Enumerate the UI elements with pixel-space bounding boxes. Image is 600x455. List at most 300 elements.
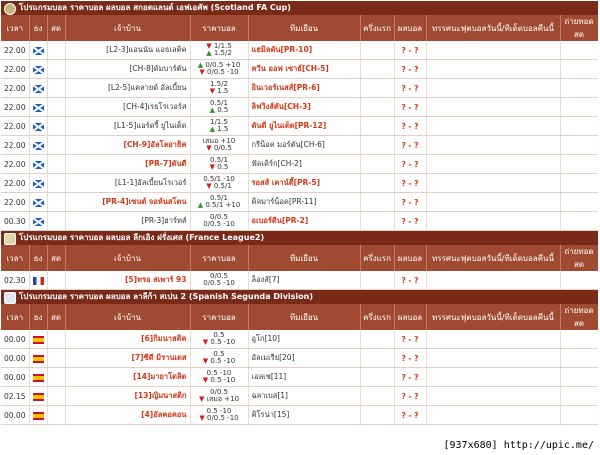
match-row: [1, 41, 598, 60]
odds-value: 0.5: [213, 350, 225, 358]
live-cell: [47, 60, 65, 79]
away-team[interactable]: ล็องส์[7]: [248, 271, 360, 290]
column-header: ทรรศนะฟุตบอลวันนี้/ทีเด็ดบอลคืนนี้: [426, 245, 560, 271]
odds-cell: [190, 349, 248, 368]
home-team[interactable]: [PR-3]ฮาร์ทส์: [65, 212, 190, 231]
odds-stack: [191, 408, 248, 422]
odds-cell: [190, 174, 248, 193]
live-cell: [47, 155, 65, 174]
live-tv-cell: [560, 79, 598, 98]
arrow-up-icon: ▲: [197, 201, 206, 209]
score-cell: ? - ?: [394, 368, 426, 387]
home-team[interactable]: [L1-1]อัลเบี้ยนโรเวอร์: [65, 174, 190, 193]
odds-line: [191, 396, 248, 403]
half-time-cell: [360, 136, 394, 155]
column-header: ผลบอล: [394, 304, 426, 330]
column-header: ราคาบอล: [190, 245, 248, 271]
fixtures-table-france: [1, 245, 598, 290]
score-cell: ? - ?: [394, 98, 426, 117]
column-header: ครึ่งแรก: [360, 15, 394, 41]
flag-cell: [29, 174, 47, 193]
odds-stack: [191, 43, 248, 57]
live-tv-cell: [560, 271, 598, 290]
arrow-up-icon: ▲: [197, 61, 206, 69]
odds-value: 1/1.5: [213, 42, 232, 50]
away-team[interactable]: ดันดี ยูไนเต็ด[PR-12]: [248, 117, 360, 136]
home-team[interactable]: [13]ญิมนาสติก: [65, 387, 190, 406]
odds-value: 1.5/2: [213, 49, 232, 57]
flag-cell: [29, 387, 47, 406]
home-team[interactable]: [CH-4]เรธโรเวอร์ส: [65, 98, 190, 117]
live-tv-cell: [560, 60, 598, 79]
live-cell: [47, 136, 65, 155]
odds-value: เสมอ +10: [202, 137, 236, 145]
match-row: [1, 330, 598, 349]
arrow-down-icon: ▼: [199, 414, 207, 422]
match-time: 22.00: [1, 117, 29, 136]
away-team[interactable]: ฉลาเบส[1]: [248, 387, 360, 406]
odds-value: 1/1.5: [210, 118, 228, 126]
country-flag-icon: [33, 66, 44, 74]
half-time-cell: [360, 368, 394, 387]
prediction-cell: [426, 387, 560, 406]
league-logo-icon: [4, 292, 16, 304]
live-tv-cell: [560, 387, 598, 406]
flag-cell: [29, 271, 47, 290]
half-time-cell: [360, 387, 394, 406]
prediction-cell: [426, 271, 560, 290]
flag-cell: [29, 136, 47, 155]
column-header: ครึ่งแรก: [360, 245, 394, 271]
score-cell: ? - ?: [394, 193, 426, 212]
odds-value: 0.5/1 +10: [205, 201, 241, 209]
away-team[interactable]: คิลมาร์น็อค[PR-11]: [248, 193, 360, 212]
match-row: [1, 387, 598, 406]
match-time: 00.00: [1, 406, 29, 425]
match-time: 22.00: [1, 60, 29, 79]
odds-value: 0/0.5 -10: [203, 279, 235, 287]
prediction-cell: [426, 98, 560, 117]
odds-line: [191, 415, 248, 422]
live-cell: [47, 41, 65, 60]
odds-value: 0/0.5 +10: [205, 61, 241, 69]
odds-value: 0.5 -10: [210, 338, 236, 346]
half-time-cell: [360, 271, 394, 290]
match-row: [1, 117, 598, 136]
country-flag-icon: [33, 161, 44, 169]
odds-value: 0/0.5: [210, 388, 228, 396]
column-header: ธง: [29, 304, 47, 330]
home-team[interactable]: [L1-5]แอร์ดรี้ ยูไนเต็ด: [65, 117, 190, 136]
match-time: 22.00: [1, 193, 29, 212]
live-tv-cell: [560, 368, 598, 387]
column-header: ราคาบอล: [190, 15, 248, 41]
match-row: [1, 271, 598, 290]
half-time-cell: [360, 330, 394, 349]
flag-cell: [29, 155, 47, 174]
away-team[interactable]: คิโรน่า[15]: [248, 406, 360, 425]
odds-cell: [190, 98, 248, 117]
match-row: [1, 193, 598, 212]
flag-cell: [29, 368, 47, 387]
country-flag-icon: [33, 393, 44, 401]
match-time: 22.00: [1, 174, 29, 193]
country-flag-icon: [33, 336, 44, 344]
column-header: ผลบอล: [394, 15, 426, 41]
odds-value: 0.5: [213, 331, 225, 339]
score-cell: ? - ?: [394, 41, 426, 60]
prediction-cell: [426, 174, 560, 193]
half-time-cell: [360, 193, 394, 212]
country-flag-icon: [33, 47, 44, 55]
live-cell: [47, 79, 65, 98]
section-title-spain: โปรแกรมบอล ราคาบอล ผลบอล ลาลีก้า สเปน 2 (Spanish Segunda Division): [1, 290, 598, 304]
country-flag-icon: [33, 277, 44, 285]
match-row: [1, 155, 598, 174]
live-tv-cell: [560, 41, 598, 60]
prediction-cell: [426, 60, 560, 79]
match-time: 00.00: [1, 368, 29, 387]
odds-value: 0.5: [217, 163, 229, 171]
odds-line: [191, 145, 248, 152]
live-tv-cell: [560, 349, 598, 368]
country-flag-icon: [33, 180, 44, 188]
away-team[interactable]: ลิฟวิงส์ตัน[CH-3]: [248, 98, 360, 117]
away-team[interactable]: ควีน ออฟ เซาธ์[CH-5]: [248, 60, 360, 79]
odds-value: 0.5 -10: [210, 376, 236, 384]
score-cell: ? - ?: [394, 117, 426, 136]
column-header: ธง: [29, 245, 47, 271]
column-header: ครึ่งแรก: [360, 304, 394, 330]
live-tv-cell: [560, 174, 598, 193]
score-cell: ? - ?: [394, 330, 426, 349]
column-header: ทรรศนะฟุตบอลวันนี้/ทีเด็ดบอลคืนนี้: [426, 304, 560, 330]
away-team[interactable]: ฟัลเคิร์ก[CH-2]: [248, 155, 360, 174]
live-tv-cell: [560, 406, 598, 425]
flag-cell: [29, 330, 47, 349]
arrow-down-icon: ▼: [202, 357, 211, 365]
home-team[interactable]: [14]มายาโดลิด: [65, 368, 190, 387]
live-cell: [47, 193, 65, 212]
prediction-cell: [426, 79, 560, 98]
column-header: เจ้าบ้าน: [65, 245, 190, 271]
live-tv-cell: [560, 136, 598, 155]
odds-value: 0/0.5 -10: [207, 68, 239, 76]
match-time: 00.00: [1, 330, 29, 349]
league-logo-icon: [4, 233, 16, 245]
flag-cell: [29, 79, 47, 98]
odds-value: เสมอ +10: [206, 395, 240, 403]
flag-cell: [29, 193, 47, 212]
odds-value: 0.5 -10: [206, 369, 232, 377]
odds-value: 0.5/1 -10: [203, 175, 235, 183]
column-header: สด: [47, 245, 65, 271]
match-row: [1, 212, 598, 231]
odds-line: [191, 221, 248, 228]
match-row: [1, 98, 598, 117]
match-time: 02.30: [1, 271, 29, 290]
live-tv-cell: [560, 117, 598, 136]
home-team[interactable]: [7]ซีดี มิรานเดส: [65, 349, 190, 368]
score-cell: ? - ?: [394, 212, 426, 231]
odds-value: 0.5/1: [210, 99, 228, 107]
match-row: [1, 349, 598, 368]
prediction-cell: [426, 155, 560, 174]
flag-cell: [29, 406, 47, 425]
odds-line: [191, 126, 248, 133]
column-header: ทีมเยือน: [248, 304, 360, 330]
odds-line: [191, 183, 248, 190]
odds-line: [191, 202, 248, 209]
live-tv-cell: [560, 193, 598, 212]
home-team[interactable]: [CH-9]อัลโลอาธิค: [65, 136, 190, 155]
away-team[interactable]: กรีน็อค มอร์ตัน[CH-6]: [248, 136, 360, 155]
flag-cell: [29, 98, 47, 117]
odds-cell: [190, 368, 248, 387]
odds-value: 0/0.5: [210, 213, 228, 221]
column-header: ถ่ายทอดสด: [560, 15, 598, 41]
column-header: เวลา: [1, 245, 29, 271]
half-time-cell: [360, 212, 394, 231]
country-flag-icon: [33, 218, 44, 226]
odds-cell: [190, 155, 248, 174]
match-row: [1, 136, 598, 155]
odds-cell: [190, 117, 248, 136]
arrow-up-icon: ▲: [209, 125, 218, 133]
odds-cell: [190, 60, 248, 79]
odds-line: [191, 107, 248, 114]
odds-value: 0/0.5: [213, 144, 232, 152]
arrow-down-icon: ▼: [209, 163, 218, 171]
half-time-cell: [360, 174, 394, 193]
odds-cell: [190, 79, 248, 98]
half-time-cell: [360, 406, 394, 425]
odds-stack: [191, 214, 248, 228]
live-cell: [47, 387, 65, 406]
score-cell: ? - ?: [394, 174, 426, 193]
country-flag-icon: [33, 374, 44, 382]
odds-stack: [191, 119, 248, 133]
match-row: [1, 368, 598, 387]
away-team[interactable]: อเบอร์ดีน[PR-2]: [248, 212, 360, 231]
home-team[interactable]: [CH-8]ดัมบาร์ตัน: [65, 60, 190, 79]
score-cell: ? - ?: [394, 79, 426, 98]
odds-stack: [191, 138, 248, 152]
match-time: 02.15: [1, 387, 29, 406]
arrow-up-icon: ▲: [206, 49, 214, 57]
odds-value: 1.5: [217, 125, 229, 133]
half-time-cell: [360, 60, 394, 79]
score-cell: ? - ?: [394, 155, 426, 174]
country-flag-icon: [33, 85, 44, 93]
odds-line: [191, 358, 248, 365]
column-header: ผลบอล: [394, 245, 426, 271]
score-cell: ? - ?: [394, 406, 426, 425]
live-cell: [47, 406, 65, 425]
odds-value: 0.5: [217, 106, 229, 114]
prediction-cell: [426, 406, 560, 425]
match-row: [1, 406, 598, 425]
odds-value: 0.5/1: [210, 194, 228, 202]
odds-line: [191, 69, 248, 76]
live-tv-cell: [560, 98, 598, 117]
arrow-down-icon: ▼: [199, 68, 207, 76]
odds-value: 0.5/1: [213, 182, 232, 190]
odds-stack: [191, 100, 248, 114]
image-host-footer: [937x680] http://upic.me/: [443, 440, 594, 451]
home-team[interactable]: [6]กิมนาสติค: [65, 330, 190, 349]
away-team[interactable]: อินเวอร์เนสส์[PR-6]: [248, 79, 360, 98]
odds-stack: [191, 157, 248, 171]
match-time: 22.00: [1, 98, 29, 117]
odds-stack: [191, 195, 248, 209]
match-row: [1, 60, 598, 79]
prediction-cell: [426, 117, 560, 136]
country-flag-icon: [33, 104, 44, 112]
prediction-cell: [426, 136, 560, 155]
live-tv-cell: [560, 330, 598, 349]
country-flag-icon: [33, 142, 44, 150]
away-team[interactable]: แฮมิลตัน[PR-10]: [248, 41, 360, 60]
odds-line: [191, 339, 248, 346]
odds-value: 0/0.5 -10: [203, 220, 235, 228]
league-logo-icon: [4, 3, 16, 15]
odds-stack: [191, 389, 248, 403]
live-cell: [47, 349, 65, 368]
match-time: 22.00: [1, 79, 29, 98]
section-title-scotland: โปรแกรมบอล ราคาบอล ผลบอล สกอตแลนด์ เอฟเอคัพ (Scotland FA Cup): [1, 1, 598, 15]
prediction-cell: [426, 212, 560, 231]
odds-stack: [191, 62, 248, 76]
arrow-down-icon: ▼: [202, 338, 211, 346]
odds-cell: [190, 212, 248, 231]
column-header: เจ้าบ้าน: [65, 304, 190, 330]
odds-line: [191, 280, 248, 287]
match-time: 22.00: [1, 136, 29, 155]
half-time-cell: [360, 349, 394, 368]
odds-cell: [190, 271, 248, 290]
half-time-cell: [360, 98, 394, 117]
fixtures-table-scotland: [1, 15, 598, 231]
odds-cell: [190, 330, 248, 349]
match-row: [1, 174, 598, 193]
odds-line: [191, 164, 248, 171]
prediction-cell: [426, 330, 560, 349]
column-header: ถ่ายทอดสด: [560, 245, 598, 271]
flag-cell: [29, 117, 47, 136]
away-team[interactable]: อูโก[10]: [248, 330, 360, 349]
match-row: [1, 79, 598, 98]
score-cell: ? - ?: [394, 349, 426, 368]
half-time-cell: [360, 41, 394, 60]
odds-value: 0.5/1: [210, 156, 228, 164]
live-cell: [47, 117, 65, 136]
column-header: สด: [47, 15, 65, 41]
home-team[interactable]: [5]ทรอ สเพาร์ 93: [65, 271, 190, 290]
odds-stack: [191, 351, 248, 365]
home-team[interactable]: [PR-7]ดันดี: [65, 155, 190, 174]
odds-line: [191, 88, 248, 95]
live-tv-cell: [560, 155, 598, 174]
fixtures-table-spain: [1, 304, 598, 425]
odds-line: [191, 377, 248, 384]
home-team[interactable]: [PR-4]เซนต์ จอห์นสโตน: [65, 193, 190, 212]
odds-cell: [190, 136, 248, 155]
home-team[interactable]: [L2-5]แคลายด์ อัลเบี้ยน: [65, 79, 190, 98]
column-header: ทรรศนะฟุตบอลวันนี้/ทีเด็ดบอลคืนนี้: [426, 15, 560, 41]
score-cell: ? - ?: [394, 271, 426, 290]
odds-value: 0.5 -10: [206, 407, 232, 415]
odds-cell: [190, 41, 248, 60]
live-cell: [47, 368, 65, 387]
country-flag-icon: [33, 355, 44, 363]
live-cell: [47, 174, 65, 193]
prediction-cell: [426, 349, 560, 368]
arrow-down-icon: ▼: [198, 395, 207, 403]
home-team[interactable]: [4]อัลคอคอน: [65, 406, 190, 425]
odds-stack: [191, 332, 248, 346]
match-time: 22.00: [1, 155, 29, 174]
score-cell: ? - ?: [394, 60, 426, 79]
flag-cell: [29, 60, 47, 79]
odds-stack: [191, 370, 248, 384]
match-time: 00.30: [1, 212, 29, 231]
fixtures-frame: [1, 1, 598, 433]
column-header: เวลา: [1, 304, 29, 330]
odds-value: 0/0.5: [210, 272, 228, 280]
arrow-down-icon: ▼: [202, 376, 211, 384]
arrow-down-icon: ▼: [206, 42, 214, 50]
country-flag-icon: [33, 412, 44, 420]
live-cell: [47, 212, 65, 231]
country-flag-icon: [33, 199, 44, 207]
away-team[interactable]: เอลเช[11]: [248, 368, 360, 387]
odds-value: 0/0.5 -10: [207, 414, 239, 422]
odds-value: 1.5/2: [210, 80, 228, 88]
match-time: 00.00: [1, 349, 29, 368]
column-header: สด: [47, 304, 65, 330]
prediction-cell: [426, 193, 560, 212]
home-team[interactable]: [L2-3]แอนนัน แอธเลติค: [65, 41, 190, 60]
column-header: เจ้าบ้าน: [65, 15, 190, 41]
odds-stack: [191, 176, 248, 190]
odds-cell: [190, 406, 248, 425]
match-time: 22.00: [1, 41, 29, 60]
arrow-down-icon: ▼: [206, 182, 214, 190]
column-header: ราคาบอล: [190, 304, 248, 330]
arrow-down-icon: ▼: [206, 144, 214, 152]
flag-cell: [29, 349, 47, 368]
flag-cell: [29, 41, 47, 60]
away-team[interactable]: รอสส์ เคาน์ตี้[PR-5]: [248, 174, 360, 193]
score-cell: ? - ?: [394, 136, 426, 155]
odds-value: 0.5 -10: [210, 357, 236, 365]
column-header: ถ่ายทอดสด: [560, 304, 598, 330]
arrow-up-icon: ▲: [209, 106, 218, 114]
prediction-cell: [426, 368, 560, 387]
odds-value: 1.5: [217, 87, 229, 95]
half-time-cell: [360, 155, 394, 174]
live-cell: [47, 330, 65, 349]
live-tv-cell: [560, 212, 598, 231]
section-title-france: โปรแกรมบอล ราคาบอล ผลบอล ลีกเอิง ฝรั่งเศส (France League2): [1, 231, 598, 245]
odds-cell: [190, 193, 248, 212]
arrow-down-icon: ▼: [209, 87, 218, 95]
column-header: ทีมเยือน: [248, 15, 360, 41]
half-time-cell: [360, 117, 394, 136]
live-cell: [47, 98, 65, 117]
away-team[interactable]: อัลเมเรีย[20]: [248, 349, 360, 368]
